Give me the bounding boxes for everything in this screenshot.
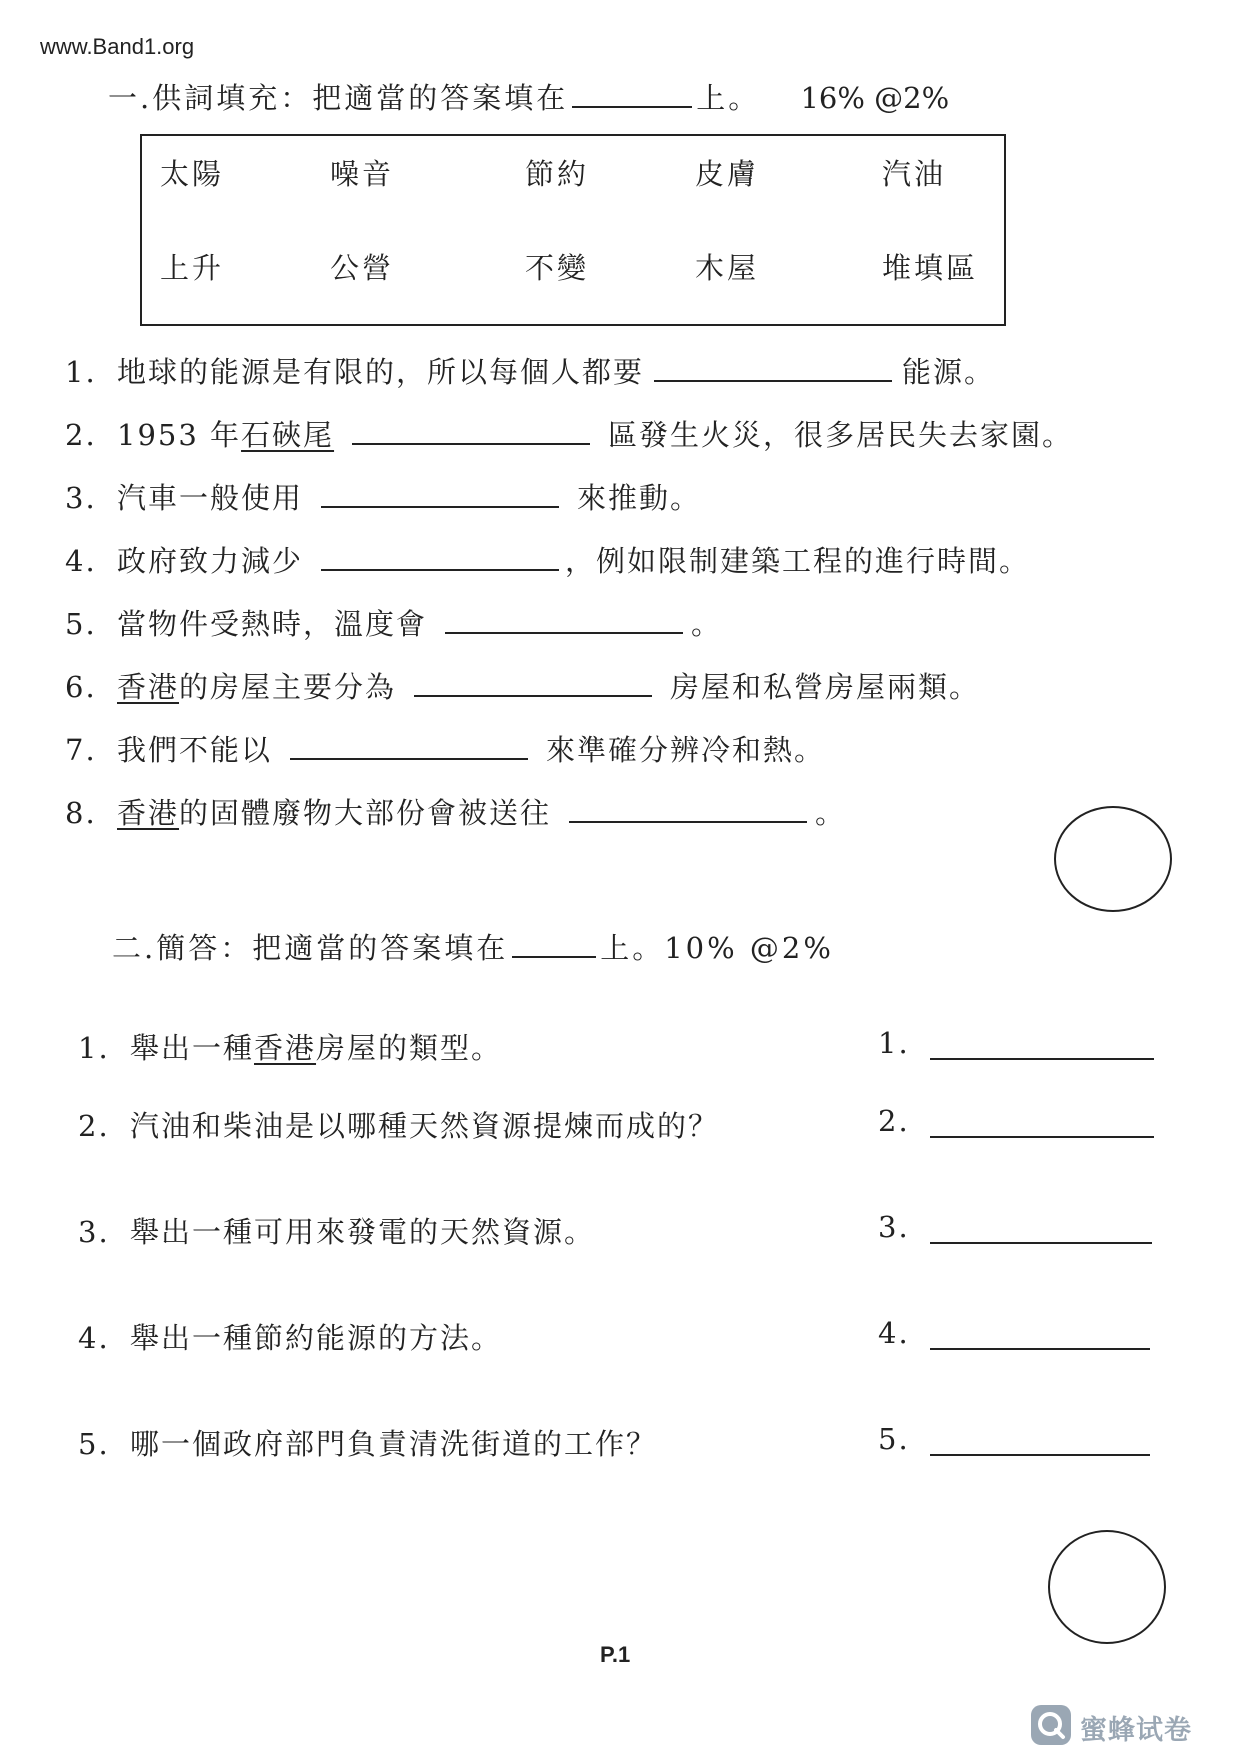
- answer-number: 5.: [878, 1422, 910, 1456]
- answer-line[interactable]: [930, 1348, 1150, 1350]
- section2-title: [112, 926, 834, 967]
- section1-title: [108, 76, 949, 117]
- word-bank-item: 噪音: [330, 157, 395, 191]
- question-text: 房屋的類型。: [316, 1031, 503, 1065]
- fill-question-1: [65, 350, 995, 391]
- question-number: 3.: [78, 1215, 110, 1249]
- page-number: P.1: [600, 1642, 631, 1667]
- fill-question-7: [65, 728, 825, 769]
- place-name: 香港: [117, 670, 180, 704]
- section2-title-suffix: 上。10% @2%: [600, 931, 834, 965]
- answer-number: 2.: [878, 1104, 910, 1138]
- word-bank-item: 木屋: [695, 251, 760, 285]
- question-number: 4.: [78, 1321, 110, 1355]
- question-text: 哪一個政府部門負責清洗街道的工作？: [130, 1427, 658, 1461]
- fill-question-2: [65, 413, 1073, 454]
- brand-logo-icon: [1030, 1704, 1072, 1750]
- answer-blank[interactable]: [321, 484, 559, 508]
- answer-blank[interactable]: [654, 358, 892, 382]
- score-circle: [1048, 1530, 1166, 1644]
- question-text: 舉出一種: [130, 1031, 255, 1065]
- answer-line[interactable]: [930, 1242, 1152, 1244]
- question-text: 。: [691, 607, 723, 641]
- question-text: 舉出一種節約能源的方法。: [130, 1321, 503, 1355]
- question-number: 4.: [65, 544, 97, 578]
- question-number: 3.: [65, 481, 97, 515]
- brand-watermark: [1030, 1704, 1192, 1750]
- section1-title-text: 一.供詞填充：把適當的答案填在: [108, 81, 569, 115]
- question-number: 2.: [78, 1109, 110, 1143]
- question-text: 地球的能源是有限的，所以每個人都要: [117, 355, 645, 389]
- question-text: 來準確分辨冷和熱。: [546, 733, 826, 767]
- word-bank-item: 公營: [330, 251, 395, 285]
- question-text: 來推動。: [577, 481, 702, 515]
- word-bank-item: 節約: [525, 157, 590, 191]
- question-text: 我們不能以: [117, 733, 273, 767]
- fill-question-8: [65, 791, 846, 832]
- word-bank-item: 汽油: [882, 157, 947, 191]
- section1-score: 16% @2%: [800, 81, 950, 115]
- fill-question-3: [65, 476, 701, 517]
- answer-blank[interactable]: [414, 673, 652, 697]
- question-number: 8.: [65, 796, 97, 830]
- place-name: 香港: [117, 796, 180, 830]
- question-number: 7.: [65, 733, 97, 767]
- section1-title-suffix: 上。: [696, 81, 761, 115]
- answer-blank[interactable]: [352, 421, 590, 445]
- short-question-5: [78, 1422, 657, 1463]
- fill-question-6: [65, 665, 980, 706]
- section2-title-text: 二.簡答：把適當的答案填在: [112, 931, 509, 965]
- answer-number: 1.: [878, 1026, 910, 1060]
- question-text: 區發生火災，很多居民失去家園。: [608, 418, 1074, 452]
- question-number: 5.: [65, 607, 97, 641]
- question-number: 5.: [78, 1427, 110, 1461]
- question-text: 舉出一種可用來發電的天然資源。: [130, 1215, 596, 1249]
- score-circle: [1054, 806, 1172, 912]
- question-text: 的固體廢物大部份會被送往: [179, 796, 552, 830]
- question-text: 1953 年: [117, 418, 242, 452]
- question-number: 1.: [65, 355, 97, 389]
- title-blank: [572, 84, 692, 108]
- short-question-3: [78, 1210, 595, 1251]
- site-url: www.Band1.org: [40, 34, 195, 59]
- answer-number: 4.: [878, 1316, 910, 1350]
- word-bank-item: 堆填區: [882, 251, 979, 285]
- question-number: 1.: [78, 1031, 110, 1065]
- question-text: 汽油和柴油是以哪種天然資源提煉而成的？: [130, 1109, 720, 1143]
- short-question-2: [78, 1104, 719, 1145]
- short-question-4: [78, 1316, 502, 1357]
- question-text: 政府致力減少: [117, 544, 304, 578]
- word-bank-item: 不變: [525, 251, 590, 285]
- answer-line[interactable]: [930, 1136, 1154, 1138]
- brand-name: 蜜蜂试卷: [1080, 1714, 1192, 1746]
- question-text: 當物件受熱時，溫度會: [117, 607, 428, 641]
- question-text: 能源。: [902, 355, 996, 389]
- answer-blank[interactable]: [445, 610, 683, 634]
- answer-number: 3.: [878, 1210, 910, 1244]
- question-text: ，例如限制建築工程的進行時間。: [565, 544, 1031, 578]
- question-text: 汽車一般使用: [117, 481, 304, 515]
- answer-line[interactable]: [930, 1454, 1150, 1456]
- question-text: 。: [815, 796, 847, 830]
- question-text: 房屋和私營房屋兩類。: [670, 670, 981, 704]
- fill-question-5: [65, 602, 722, 643]
- answer-blank[interactable]: [569, 799, 807, 823]
- word-bank-item: 皮膚: [695, 157, 760, 191]
- title-blank: [512, 934, 596, 958]
- answer-blank[interactable]: [290, 736, 528, 760]
- word-bank-item: 上升: [160, 251, 225, 285]
- question-number: 6.: [65, 670, 97, 704]
- answer-line[interactable]: [930, 1058, 1154, 1060]
- place-name: 石硤尾: [241, 418, 335, 452]
- fill-question-4: [65, 539, 1030, 580]
- place-name: 香港: [254, 1031, 317, 1065]
- short-question-1: [78, 1026, 502, 1067]
- word-bank-item: 太陽: [160, 157, 225, 191]
- answer-blank[interactable]: [321, 547, 559, 571]
- question-text: 的房屋主要分為: [179, 670, 397, 704]
- question-number: 2.: [65, 418, 97, 452]
